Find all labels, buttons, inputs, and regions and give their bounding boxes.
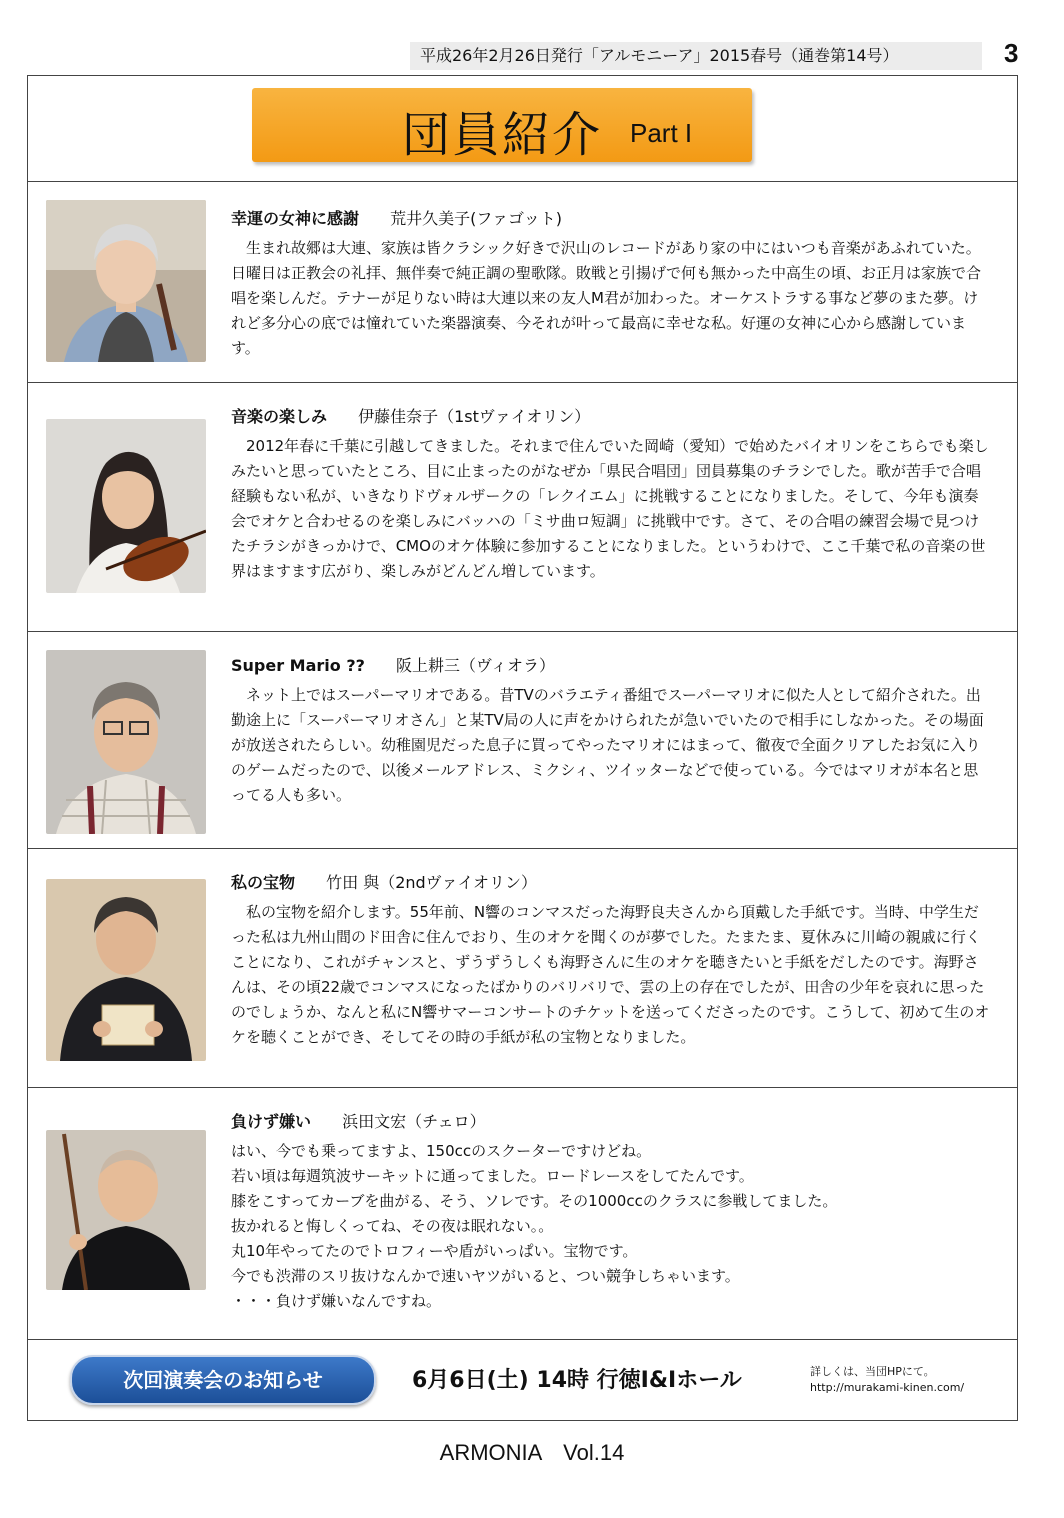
- member-photo-ito: [46, 419, 206, 593]
- member-name-sakaue: 阪上耕三（ヴィオラ）: [396, 656, 556, 675]
- member-photo-arai: [46, 200, 206, 362]
- issue-header: 平成26年2月26日発行「アルモニーア」2015春号（通巻第14号）: [410, 42, 982, 70]
- title-band: [28, 76, 1017, 182]
- member-photo-sakaue: [46, 650, 206, 834]
- member-section-ito: [28, 383, 1017, 632]
- member-photo-takeda-image: [46, 879, 206, 1061]
- page-subtitle: Part I: [630, 118, 693, 148]
- body-line: 抜かれると悔しくってね、その夜は眠れない。。: [231, 1217, 554, 1235]
- member-name-hamada: 浜田文宏（チェロ）: [342, 1112, 486, 1131]
- homepage-note: [810, 1364, 964, 1396]
- member-name-takeda: 竹田 與（2ndヴァイオリン）: [326, 873, 538, 892]
- section-body-arai: 生まれ故郷は大連、家族は皆クラシック好きで沢山のレコードがあり家の中にはいつも音楽があふれていた。日曜日は正教会の礼拝、無伴奏で純正調の聖歌隊。敗戦と引揚げで何も無かった中高生の頃、お正月は家族で合唱を楽しんだ。テナーが足りない時は大連以来の友人M君が加わった。オーケストラする事など夢のまた夢。けれど多分心の底では憧れていた楽器演奏、今それが叶って最高に幸せな私。好運の女神に心から感謝しています。: [231, 239, 982, 357]
- homepage-note-text: 詳しくは、当団HPにて。: [810, 1365, 935, 1378]
- body-line: 今でも渋滞のスリ抜けなんかで速いヤツがいると、つい競争しちゃいます。: [231, 1267, 740, 1285]
- member-section-sakaue: [28, 632, 1017, 849]
- body-line: 膝をこすってカーブを曲がる、そう、ソレです。その1000ccのクラスに参戦してました。: [231, 1192, 838, 1210]
- member-name-ito: 伊藤佳奈子（1stヴァイオリン）: [358, 407, 591, 426]
- body-line: ・・・負けず嫌いなんですね。: [231, 1292, 442, 1310]
- section-body-sakaue: ネット上ではスーパーマリオである。昔TVのバラエティ番組でスーパーマリオに似た人として紹介された。出勤途上に「スーパーマリオさん」と某TV局の人に声をかけられたが急いでいたので相手にしなかった。その場面が放送されたらしい。幼稚園児だった息子に買ってやったマリオにはまって、徹夜で全面クリアしたお気に入りのゲームだったので、以後メールアドレス、ミクシィ、ツイッターなどで使っている。今ではマリオが本名と思ってる人も多い。: [231, 686, 984, 804]
- section-title-takeda: 私の宝物: [231, 873, 296, 892]
- publication-title: ARMONIA Vol.14: [439, 1440, 625, 1465]
- title-banner: [252, 88, 752, 162]
- member-name-arai: 荒井久美子(ファゴット): [390, 209, 562, 228]
- concert-notice-button[interactable]: 次回演奏会のお知らせ: [70, 1355, 376, 1405]
- member-section-takeda: [28, 849, 1017, 1088]
- body-line: 丸10年やってたのでトロフィーや盾がいっぱい。宝物です。: [231, 1242, 638, 1260]
- member-section-arai: [28, 182, 1017, 383]
- page-number: 3: [1004, 38, 1019, 68]
- body-line: はい、今でも乗ってますよ、150ccのスクーターですけどね。: [231, 1142, 652, 1160]
- page-frame: [27, 75, 1018, 1421]
- section-title-hamada: 負けず嫌い: [231, 1112, 312, 1131]
- member-photo-ito-image: [46, 419, 206, 593]
- homepage-url[interactable]: http://murakami-kinen.com/: [810, 1381, 965, 1394]
- section-title-sakaue: Super Mario ??: [231, 656, 365, 675]
- member-photo-arai-image: [46, 200, 206, 362]
- member-photo-hamada-image: [46, 1130, 206, 1290]
- section-body-hamada: [231, 1139, 991, 1314]
- member-section-hamada: [28, 1088, 1017, 1340]
- section-title-ito: 音楽の楽しみ: [231, 407, 328, 426]
- body-line: 若い頃は毎週筑波サーキットに通ってました。ロードレースをしてたんです。: [231, 1167, 754, 1185]
- member-photo-hamada: [46, 1130, 206, 1290]
- section-body-ito: 2012年春に千葉に引越してきました。それまで住んでいた岡崎（愛知）で始めたバイオリンをこちらでも楽しみたいと思っていたところ、目に止まったのがなぜか「県民合唱団」団員募集のチラシでした。歌が苦手で合唱経験もない私が、いきなりドヴォルザークの「レクイエム」に挑戦することになりました。そして、今年も演奏会でオケと合わせるのを楽しみにバッハの「ミサ曲ロ短調」に挑戦中です。さて、その合唱の練習会場で見つけたチラシがきっかけで、CMOのオケ体験に参加することになりました。というわけで、ここ千葉で私の音楽の世界はますます広がり、楽しみがどんどん増しています。: [231, 437, 989, 580]
- section-body-takeda: 私の宝物を紹介します。55年前、N響のコンマスだった海野良夫さんから頂戴した手紙です。当時、中学生だった私は九州山間のド田舎に住んでおり、生のオケを聞くのが夢でした。たまたま、夏休みに川崎の親戚に行くことになり、これがチャンスと、ずうずうしくも海野さんに生のオケを聴きたいと手紙をだしたのです。海野さんは、その頃22歳でコンマスになったばかりのバリバリで、雲の上の存在でしたが、田舎の少年を哀れに思ったのでしょうか、なんと私にN響サマーコンサートのチケットを送ってくださったのです。こうして、初めて生のオケを聴くことができ、そしてその時の手紙が私の宝物となりました。: [231, 903, 990, 1046]
- concert-notice-band: [28, 1340, 1017, 1420]
- page-title: 団員紹介: [402, 107, 603, 163]
- concert-date-venue: 6月6日(土) 14時 行徳I&Iホール: [412, 1368, 742, 1393]
- member-photo-takeda: [46, 879, 206, 1061]
- member-photo-sakaue-image: [46, 650, 206, 834]
- section-title-arai: 幸運の女神に感謝: [231, 209, 360, 228]
